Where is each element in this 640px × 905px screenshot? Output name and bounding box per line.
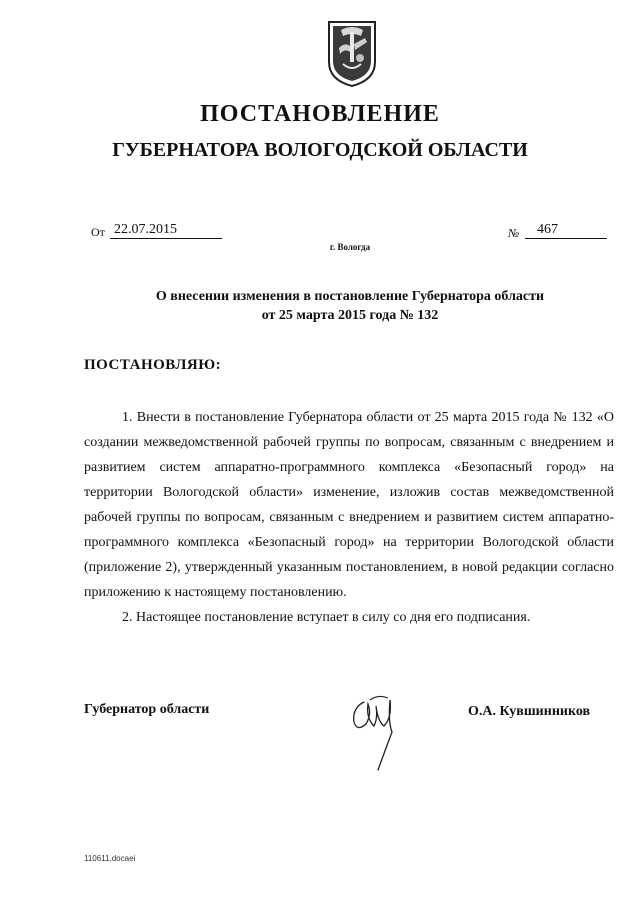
coat-of-arms-icon [325, 18, 379, 88]
number-prefix: № [508, 226, 520, 240]
signatory-name: О.А. Кувшинников [468, 704, 591, 719]
handwritten-signature [348, 688, 408, 774]
document-body [84, 405, 614, 630]
document-date: 22.07.2015 [110, 222, 222, 239]
subject-line-2: от 25 марта 2015 года № 132 [261, 308, 439, 323]
subject-line-1: О внесении изменения в постановление Губернатора области [155, 289, 545, 304]
file-reference: 110611.docaei [84, 854, 136, 863]
decree-heading: ПОСТАНОВЛЯЮ: [84, 357, 222, 373]
paragraph-1: 1. Внести в постановление Губернатора области от 25 марта 2015 года № 132 «О создании межведомственной рабочей группы по вопросам, связанным с внедрением и развитием систем аппаратно-программного комплекса «Безопасный город» на территории Вологодской области» изменение, изложив состав межведомственной рабочей группы по вопросам, связанным с внедрением и развитием систем аппаратно-программного комплекса «Безопасный город» на территории Вологодской области (приложение 2), утвержденный указанным постановлением, в новой редакции согласно приложению к настоящему постановлению. [84, 410, 614, 600]
paragraph-2: 2. Настоящее постановление вступает в силу со дня его подписания. [122, 610, 531, 625]
date-prefix: От [91, 225, 105, 239]
document-number: 467 [525, 222, 607, 239]
document-title: ПОСТАНОВЛЕНИЕ [200, 101, 440, 127]
document-city: г. Вологда [329, 242, 371, 252]
document-subtitle: ГУБЕРНАТОРА ВОЛОГОДСКОЙ ОБЛАСТИ [112, 139, 528, 161]
document-subject [0, 287, 640, 325]
signatory-position: Губернатор области [84, 702, 210, 717]
